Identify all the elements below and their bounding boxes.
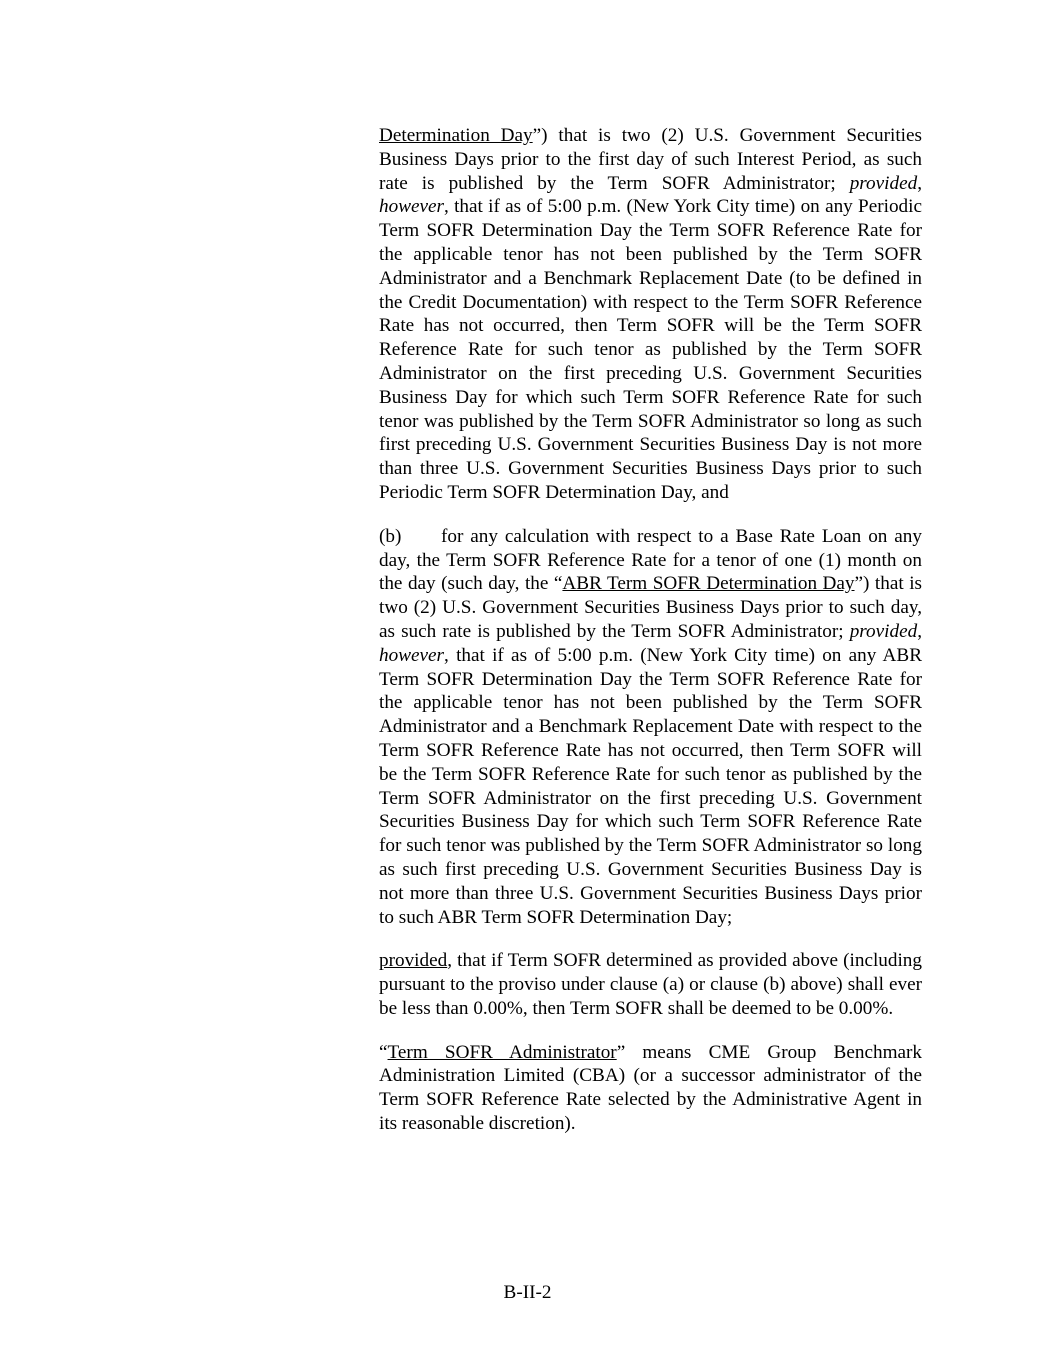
- paragraph-text: , that if as of 5:00 p.m. (New York City time) on any Periodic Term SOFR Determination Day the Term SOFR Reference Rate for the applicable tenor has not been published by the Term SOFR Administrator and a Benchmark Replacement Date (to be defined in the Credit Documentation) with respect to the Term SOFR Reference Rate has not occurred, then Term SOFR will be the Term SOFR Reference Rate for such tenor as published by the Term SOFR Administrator on the first preceding U.S. Government Securities Business Day for which such Term SOFR Reference Rate for such tenor was published by the Term SOFR Administrator so long as such first preceding U.S. Government Securities Business Day is not more than three U.S. Government Securities Business Days prior to such Periodic Term SOFR Determination Day, and: [379, 196, 922, 503]
- paragraph-continuation: [379, 124, 922, 505]
- italic-however: however: [379, 196, 445, 218]
- paragraph-text: ”) that is two (2) U.S. Government Securities Business Days prior to such day, as such rate is published by the Term SOFR Administrator;: [379, 573, 923, 642]
- paragraph-proviso: [379, 949, 922, 1020]
- italic-provided: provided: [849, 172, 918, 194]
- paragraph-text: ,: [917, 620, 922, 642]
- text-column: [379, 124, 922, 1136]
- paragraph-text: for any calculation with respect to a Base Rate Loan on any day, the Term SOFR Reference Rate for a tenor of one (1) month on the day (such day, the “: [379, 525, 922, 595]
- defined-term-term-sofr-administrator: Term SOFR Administrator: [387, 1041, 617, 1063]
- paragraph-text: ”) that is two (2) U.S. Government Securities Business Days prior to the first day of such Interest Period, as such rate is published by the Term SOFR Administrator;: [379, 125, 922, 194]
- defined-term-determination-day: Determination Day: [379, 125, 533, 146]
- paragraph-text: ” means CME Group Benchmark Administration Limited (CBA) (or a successor administrator of the Term SOFR Reference Rate selected by the Administrative Agent in its reasonable discretion).: [379, 1041, 922, 1135]
- paragraph-text: , that if Term SOFR determined as provided above (including pursuant to the proviso under clause (a) or clause (b) above) shall ever be less than 0.00%, then Term SOFR shall be deemed to be 0.00%.: [379, 950, 922, 1019]
- open-quote: “: [379, 1041, 388, 1063]
- page-number: B-II-2: [503, 1282, 552, 1303]
- italic-provided: provided: [849, 620, 918, 642]
- paragraph-clause-b: [379, 525, 922, 930]
- underlined-provided: provided: [379, 950, 448, 972]
- paragraph-definition-administrator: [379, 1041, 922, 1136]
- paragraph-text: ,: [917, 172, 922, 194]
- clause-label-b: (b): [379, 525, 402, 547]
- defined-term-abr-term-sofr-determination-day: ABR Term SOFR Determination Day: [562, 573, 855, 595]
- italic-however: however: [379, 644, 445, 666]
- paragraph-text: , that if as of 5:00 p.m. (New York City time) on any ABR Term SOFR Determination Day the Term SOFR Reference Rate for the applicable tenor has not been published by the Term SOFR Administrator and a Benchmark Replacement Date with respect to the Term SOFR Reference Rate has not occurred, then Term SOFR will be the Term SOFR Reference Rate for such tenor as published by the Term SOFR Administrator on the first preceding U.S. Government Securities Business Day for which such Term SOFR Reference Rate for such tenor was published by the Term SOFR Administrator so long as such first preceding U.S. Government Securities Business Day is not more than three U.S. Government Securities Business Days prior to such ABR Term SOFR Determination Day;: [379, 644, 922, 928]
